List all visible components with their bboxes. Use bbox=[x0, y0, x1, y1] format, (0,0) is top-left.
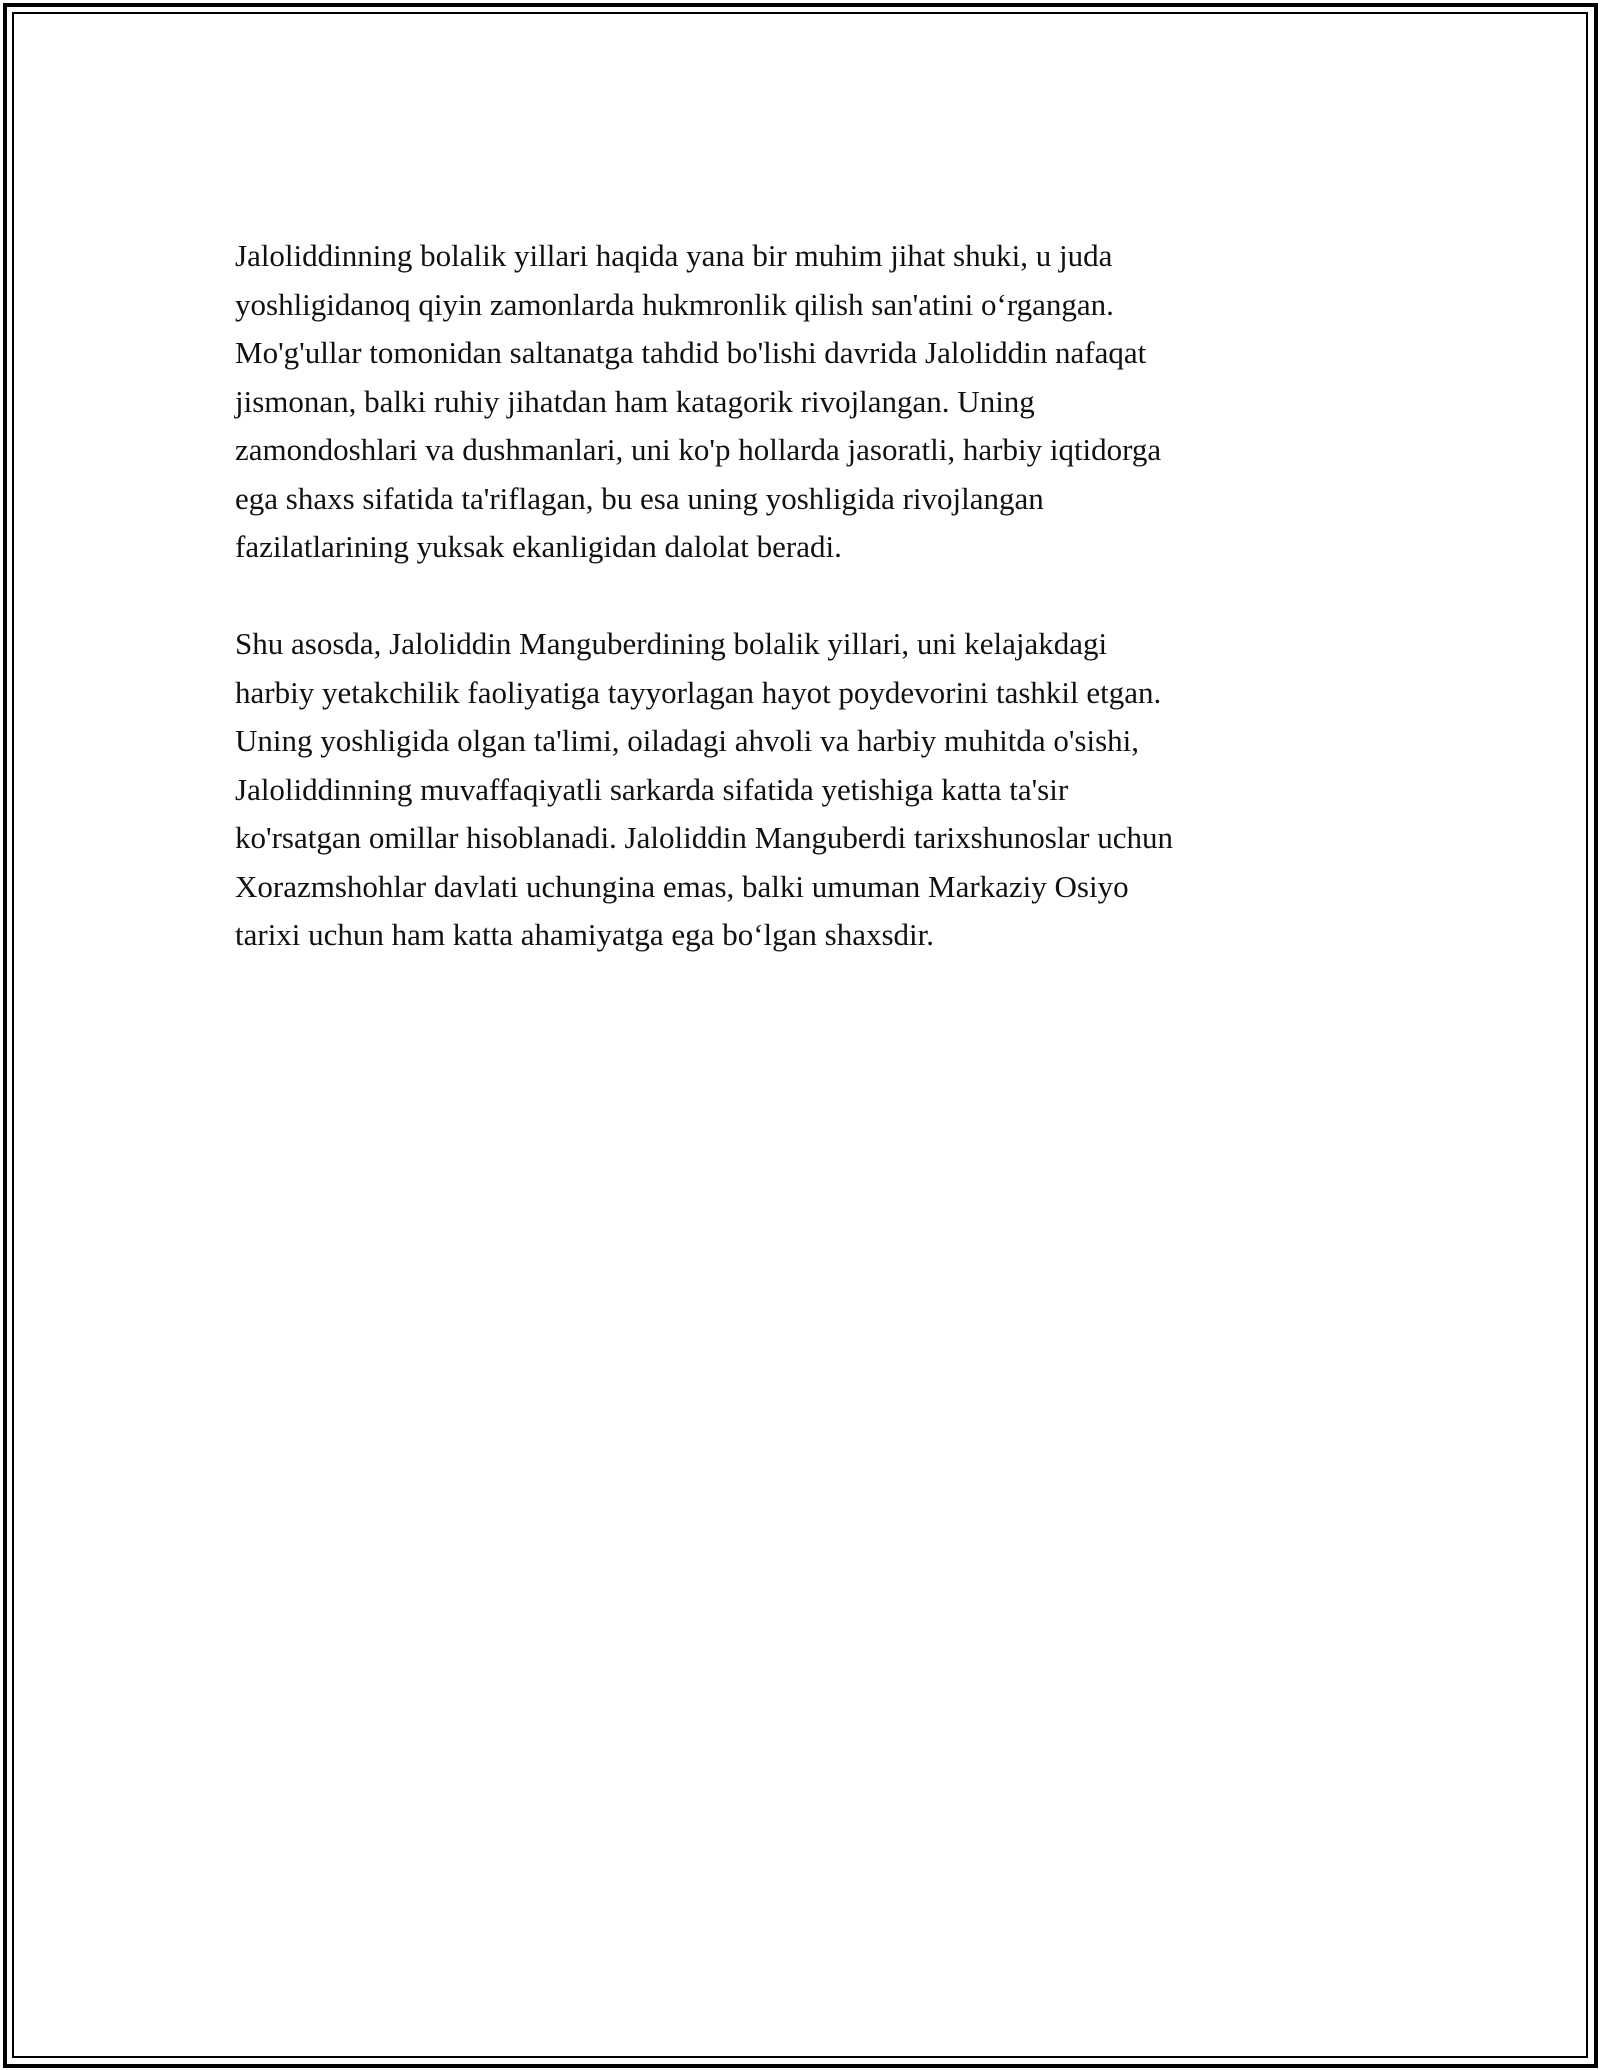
text-line: Mo'g'ullar tomonidan saltanatga tahdid bo'lishi davrida Jaloliddin nafaqat bbox=[235, 335, 1147, 370]
paragraph-2 bbox=[235, 620, 1365, 960]
text-line: harbiy yetakchilik faoliyatiga tayyorlagan hayot poydevorini tashkil etgan. bbox=[235, 674, 1162, 710]
text-line: Jaloliddinning muvaffaqiyatli sarkarda sifatida yetishiga katta ta'sir bbox=[235, 771, 1069, 807]
text-line: yoshligidanoq qiyin zamonlarda hukmronlik qilish san'atini o‘rgangan. bbox=[235, 286, 1114, 322]
document-body bbox=[235, 232, 1365, 960]
paragraph-1 bbox=[235, 232, 1365, 572]
text-line: Xorazmshohlar davlati uchungina emas, balki umuman Markaziy Osiyo bbox=[235, 868, 1129, 904]
text-line: tarixi uchun ham katta ahamiyatga ega bo‘lgan shaxsdir. bbox=[235, 917, 934, 952]
text-line: fazilatlarining yuksak ekanligidan dalolat beradi. bbox=[235, 529, 842, 564]
text-line: ega shaxs sifatida ta'riflagan, bu esa uning yoshligida rivojlangan bbox=[235, 480, 1044, 516]
text-line: jismonan, balki ruhiy jihatdan ham katagorik rivojlangan. Uning bbox=[235, 383, 1035, 419]
text-line: Shu asosda, Jaloliddin Manguberdining bolalik yillari, uni kelajakdagi bbox=[235, 626, 1108, 661]
text-line: Uning yoshligida olgan ta'limi, oiladagi ahvoli va harbiy muhitda o'sishi, bbox=[235, 723, 1140, 758]
text-line: ko'rsatgan omillar hisoblanadi. Jaloliddin Manguberdi tarixshunoslar uchun bbox=[235, 820, 1173, 855]
text-line: Jaloliddinning bolalik yillari haqida yana bir muhim jihat shuki, u juda bbox=[235, 238, 1113, 273]
text-line: zamondoshlari va dushmanlari, uni ko'p hollarda jasoratli, harbiy iqtidorga bbox=[235, 432, 1162, 467]
